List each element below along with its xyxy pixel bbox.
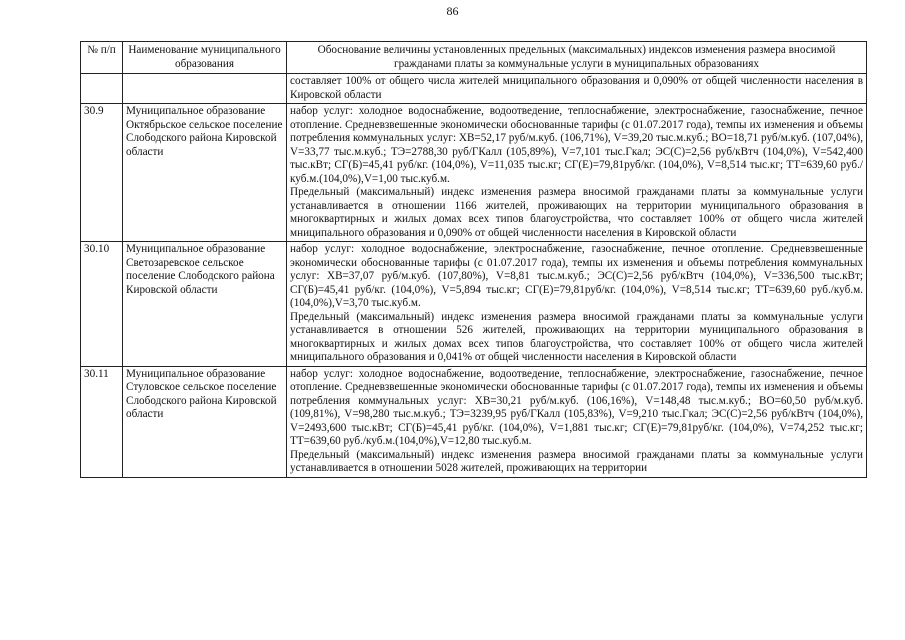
justification-paragraph: набор услуг: холодное водоснабжение, водоотведение, теплоснабжение, электроснабжение, газоснабжение, печное отопление. Средневзвешенные экономически обоснованные тарифы (с 01.07.2017 года), темпы их изменения и объемы потребления коммунальных услуг: ХВ=52,17 руб/м.куб. (106,71%), V=39,20 тыс.м.куб.; ВО=18,71 руб/м.куб. (107,04%), V=33,77 тыс.м.куб.; ТЭ=2788,30 руб/ГКалл (105,89%), V=7,101 тыс.Гкал; ЭС(С)=2,56 руб/кВтч (104,0%), V=542,400 тыс.кВт; СГ(Б)=45,41 руб/кг. (104,0%), V=11,035 тыс.кг; СГ(Е)=79,81руб/кг. (104,0%), V=8,514 тыс.кг; ТТ=639,60 руб./куб.м.(104,0%),V=1,00 тыс.куб.м. [290, 105, 863, 185]
header-justification: Обоснование величины установленных предельных (максимальных) индексов изменения размера вносимой гражданами платы за коммунальные услуги в муниципальных образованиях [287, 42, 867, 74]
row-name: Муниципальное образование Стуловское сельское поселение Слободского района Кировской области [123, 366, 287, 477]
row-name: Муниципальное образование Октябрьское сельское поселение Слободского района Кировской области [123, 104, 287, 242]
justification-paragraph: набор услуг: холодное водоснабжение, водоотведение, теплоснабжение, электроснабжение, газоснабжение, печное отопление. Средневзвешенные экономически обоснованные тарифы (с 01.07.2017 года), темпы их изменения и объемы потребления коммунальных услуг: ХВ=30,21 руб/м.куб. (106,16%), V=148,48 тыс.м.куб.; ВО=60,50 руб/м.куб. (109,81%), V=98,280 тыс.м.куб.; ТЭ=3239,95 руб/ГКалл (105,83%), V=9,210 тыс.Гкал; ЭС(С)=2,56 руб/кВтч (104,0%), V=2493,600 тыс.кВт; СГ(Б)=45,41 руб/кг. (104,0%), V=1,881 тыс.кг; СГ(Е)=79,81руб/кг. (104,0%), V=74,252 тыс.кг; ТТ=639,60 руб./куб.м.(104,0%),V=12,80 тыс.куб.м. [290, 367, 863, 447]
header-name: Наименование муниципального образования [123, 42, 287, 74]
row-justification [287, 74, 867, 104]
justification-paragraph: Предельный (максимальный) индекс изменения размера вносимой гражданами платы за коммунальные услуги устанавливается в отношении 1166 жителей, проживающих на территории муниципального образования в многоквартирных и жилых домах всех типов благоустройства, что составляет 100% от общего числа жителей мниципального образования и 0,090% от общей численности населения в Кировской области [290, 186, 863, 239]
row-num: 30.9 [81, 104, 123, 242]
table-row [81, 74, 867, 104]
justification-paragraph: набор услуг: холодное водоснабжение, электроснабжение, газоснабжение, печное отопление. Средневзвешенные экономически обоснованные тарифы (с 01.07.2017 года), темпы их изменения и объемы потребления коммунальных услуг: ХВ=37,07 руб/м.куб. (107,80%), V=8,81 тыс.м.куб.; ЭС(С)=2,56 руб/кВтч (104,0%), V=336,500 тыс.кВт; СГ(Б)=45,41 руб/кг. (104,0%), V=5,894 тыс.кг; СГ(Е)=79,81руб/кг. (104,0%), V=8,514 тыс.кг; ТТ=639,60 руб./куб.м.(104,0%),V=3,70 тыс.куб.м. [290, 243, 863, 309]
row-justification [287, 366, 867, 477]
row-num: 30.10 [81, 242, 123, 367]
row-num [81, 74, 123, 104]
table-row [81, 242, 867, 367]
justification-paragraph: составляет 100% от общего числа жителей мниципального образования и 0,090% от общей численности населения в Кировской области [290, 75, 863, 101]
page-number: 86 [446, 4, 459, 18]
table-row [81, 104, 867, 242]
row-name: Муниципальное образование Светозаревское сельское поселение Слободского района Кировской области [123, 242, 287, 367]
justification-paragraph: Предельный (максимальный) индекс изменения размера вносимой гражданами платы за коммунальные услуги устанавливается в отношении 5028 жителей, проживающих на территории [290, 448, 863, 474]
justification-paragraph: Предельный (максимальный) индекс изменения размера вносимой гражданами платы за коммунальные услуги устанавливается в отношении 526 жителей, проживающих на территории муниципального образования в многоквартирных и жилых домах всех типов благоустройства, что составляет 100% от общего числа жителей мниципального образования и 0,041% от общей численности населения в Кировской области [290, 310, 863, 363]
row-num: 30.11 [81, 366, 123, 477]
row-name [123, 74, 287, 104]
row-justification [287, 104, 867, 242]
tariff-table [80, 41, 867, 478]
header-num: № п/п [81, 42, 123, 74]
table-row [81, 366, 867, 477]
row-justification [287, 242, 867, 367]
table-header-row [81, 42, 867, 74]
